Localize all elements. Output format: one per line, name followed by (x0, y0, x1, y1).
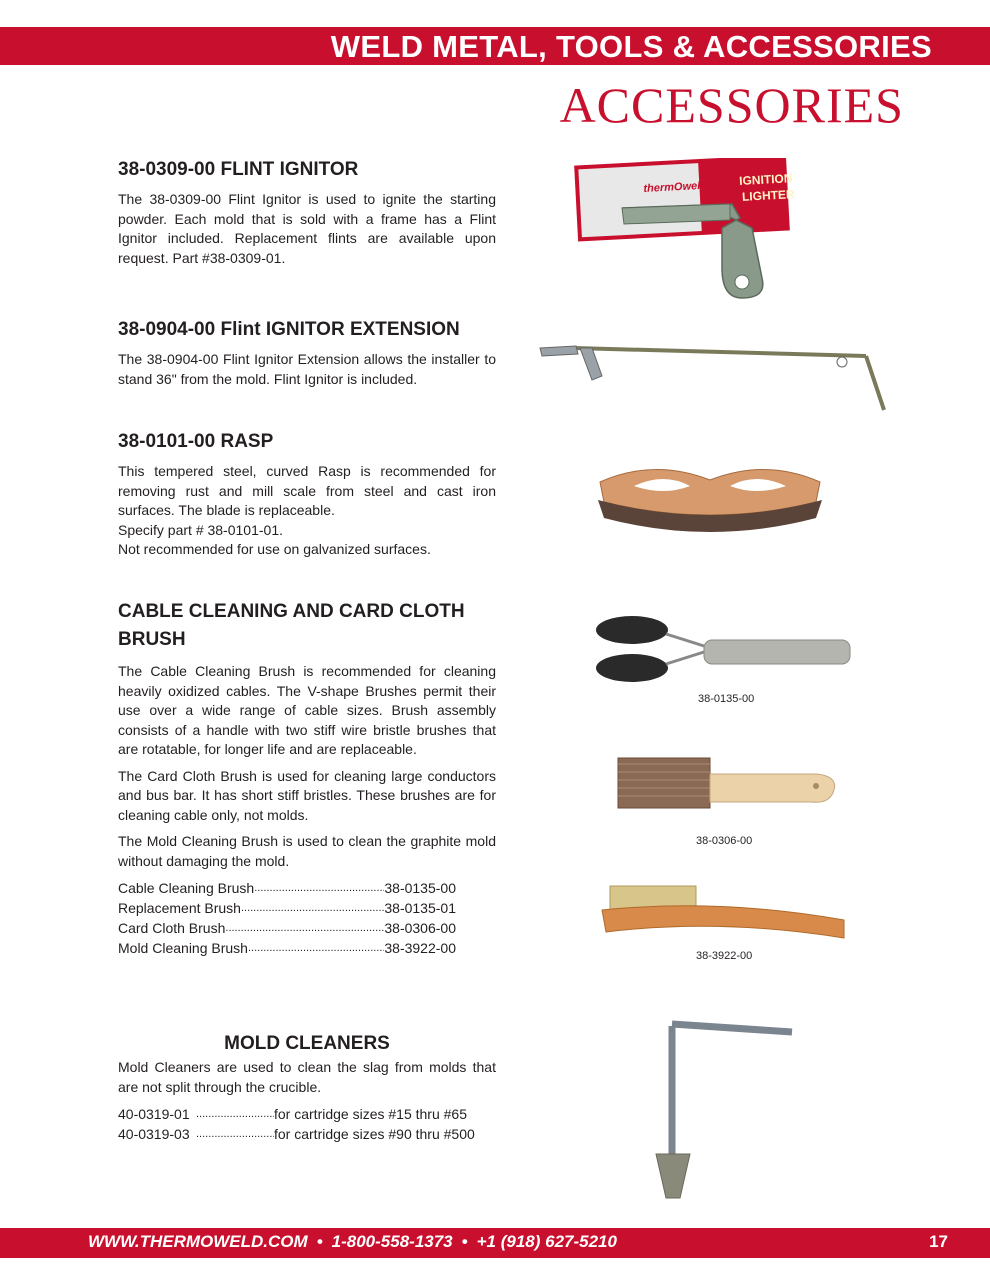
list-item-name: Card Cloth Brush (118, 920, 226, 936)
footer-separator: • (461, 1232, 468, 1251)
section-title: 38-0101-00 RASP (118, 431, 274, 452)
section-body: The Cable Cleaning Brush is recommended for cleaning heavily oxidized cables. The V-shape Brushes permit their use over a wide range of cable sizes. Brush assembly consists of a handle with two stiff wire bristle brushes that are rotatable, for longer life and are replaceable. (118, 663, 496, 757)
list-item-desc: for cartridge sizes #90 thru #500 (274, 1126, 475, 1142)
list-item-part: 40-0319-01 (118, 1106, 190, 1122)
section-body: The 38-0904-00 Flint Ignitor Extension allows the installer to stand 36" from the mold. Flint Ignitor is included. (118, 351, 496, 387)
rasp-image (594, 458, 826, 548)
list-item (118, 938, 456, 958)
caption-cable-brush: 38-0135-00 (698, 693, 755, 705)
section-flint-ignitor (118, 158, 496, 275)
ignitor-brand-label: thermOweld (643, 179, 708, 195)
footer-contact (88, 1232, 617, 1252)
phone-tollfree: 1-800-558-1373 (331, 1232, 453, 1251)
cable-cleaning-brush-image (596, 606, 856, 694)
footer-band (0, 1228, 990, 1258)
list-item-part: 38-0135-01 (384, 900, 456, 916)
website-link[interactable]: WWW.THERMOWELD.COM (88, 1232, 308, 1251)
section-title: CABLE CLEANING AND CARD CLOTH BRUSH (118, 601, 465, 650)
section-body: The Mold Cleaning Brush is used to clean the graphite mold without damaging the mold. (118, 833, 496, 869)
section-mold-cleaners (118, 1032, 496, 1144)
page-number: 17 (929, 1232, 948, 1251)
list-item-name: Cable Cleaning Brush (118, 880, 255, 896)
section-body-line: Specify part # 38-0101-01. (118, 521, 283, 538)
list-item (118, 878, 456, 898)
section-title: 38-0309-00 FLINT IGNITOR (118, 159, 359, 180)
caption-mold-brush: 38-3922-00 (696, 950, 753, 962)
brush-parts-list (118, 878, 456, 958)
mold-cleaners-list (118, 1104, 496, 1144)
list-item (118, 1124, 496, 1144)
list-item-part: 38-3922-00 (384, 940, 456, 956)
phone-intl: +1 (918) 627-5210 (476, 1232, 617, 1251)
list-item-part: 38-0306-00 (384, 920, 456, 936)
section-body: The Card Cloth Brush is used for cleaning large conductors and bus bar. It has short stiff bristles. These brushes are for cleaning cable only, not molds. (118, 767, 496, 823)
list-item (118, 1104, 496, 1124)
section-body: Mold Cleaners are used to clean the slag from molds that are not split through the crucible. (118, 1059, 496, 1095)
caption-card-cloth-brush: 38-0306-00 (696, 835, 753, 847)
section-body-line: Not recommended for use on galvanized surfaces. (118, 541, 431, 557)
ignitor-box-label-2: LIGHTER (741, 187, 795, 204)
section-title: 38-0904-00 Flint IGNITOR EXTENSION (118, 319, 460, 340)
header-title: WELD METAL, TOOLS & ACCESSORIES (330, 29, 932, 64)
list-item-desc: for cartridge sizes #15 thru #65 (274, 1106, 467, 1122)
section-brushes (118, 598, 496, 958)
list-item-name: Replacement Brush (118, 900, 241, 916)
page-subtitle: ACCESSORIES (559, 77, 904, 133)
section-rasp (118, 430, 496, 560)
header-band (0, 27, 990, 65)
list-item-part: 38-0135-00 (384, 880, 456, 896)
list-item (118, 898, 456, 918)
list-item (118, 918, 456, 938)
list-item-part: 40-0319-03 (118, 1126, 190, 1142)
footer-separator: • (316, 1232, 323, 1251)
ignitor-extension-image (536, 334, 896, 416)
mold-cleaning-brush-image (600, 880, 850, 948)
mold-cleaner-image (650, 1014, 800, 1204)
card-cloth-brush-image (616, 756, 840, 814)
ignitor-box-label-1: IGNITION (738, 171, 793, 188)
flint-ignitor-image (572, 158, 872, 308)
section-body: The 38-0309-00 Flint Ignitor is used to ignite the starting powder. Each mold that is sold with a frame has a Flint Ignitor included. Replacement flints are available upon request. Part #38-0309-01. (118, 191, 496, 266)
section-body: This tempered steel, curved Rasp is recommended for removing rust and mill scale from steel and cast iron surfaces. The blade is replaceable. (118, 463, 496, 518)
section-title: MOLD CLEANERS (224, 1033, 390, 1054)
section-ignitor-extension (118, 318, 496, 396)
list-item-name: Mold Cleaning Brush (118, 940, 248, 956)
